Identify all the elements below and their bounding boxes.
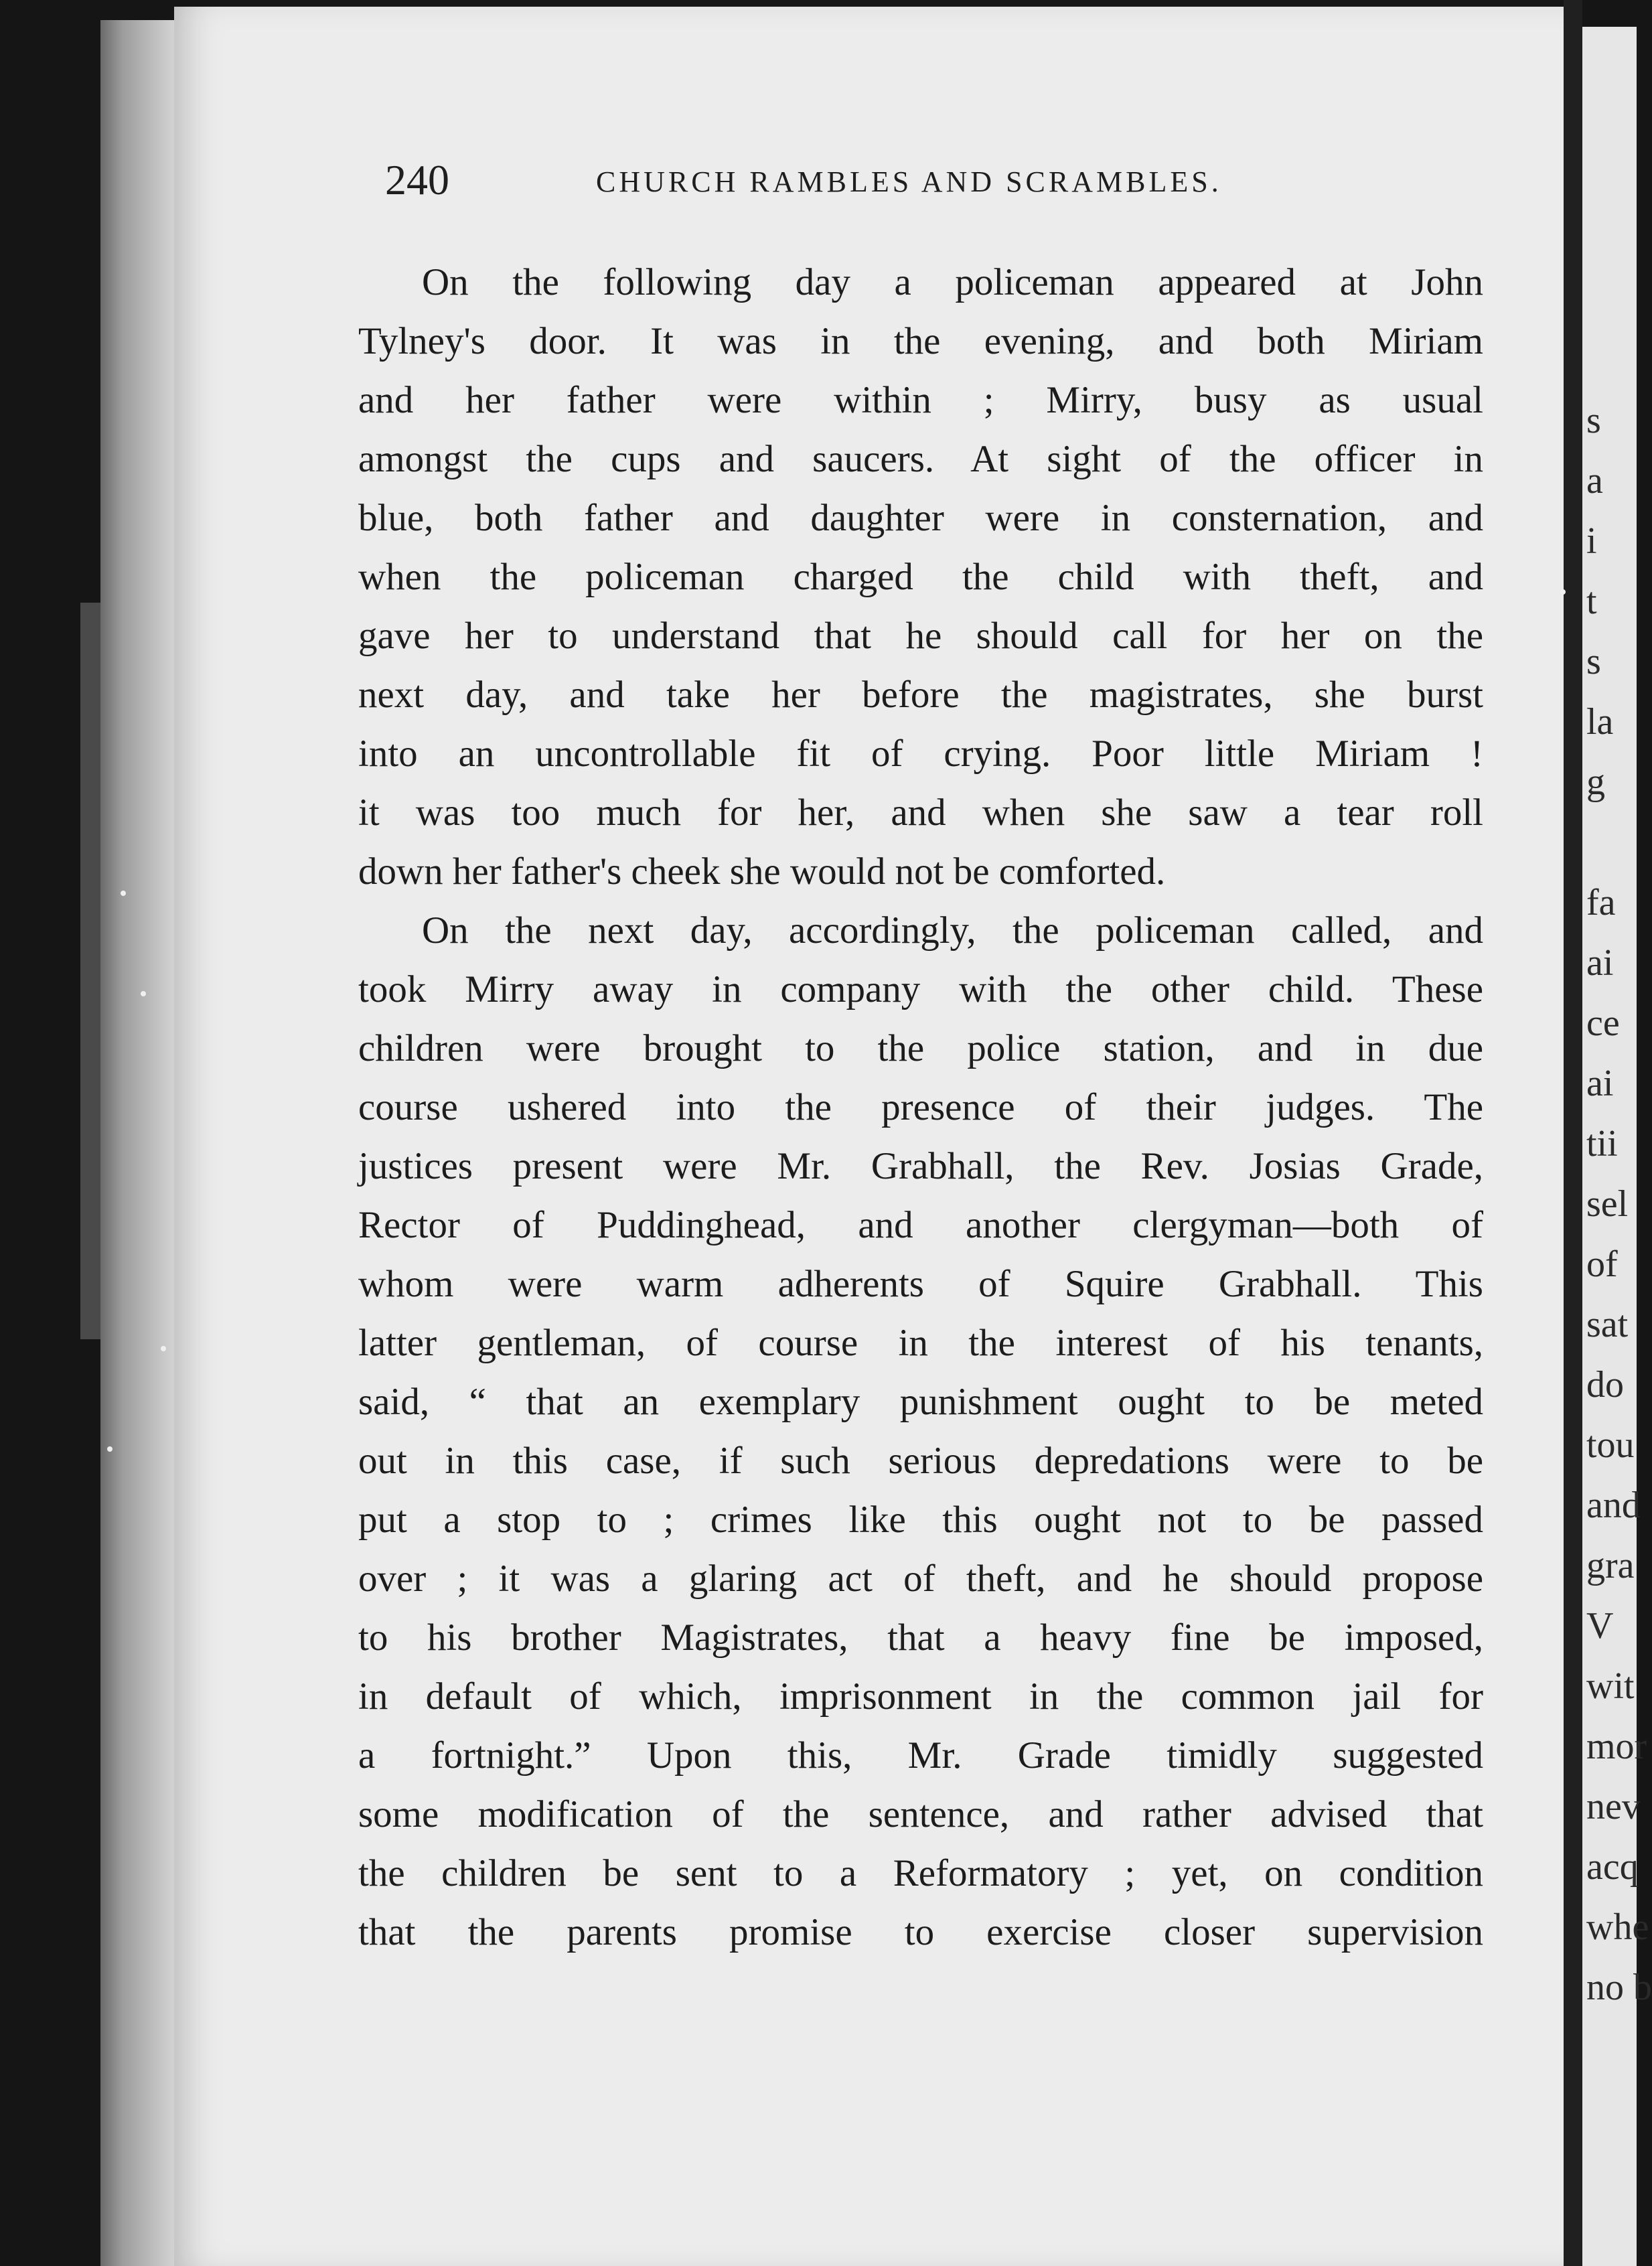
page-number: 240 (385, 156, 449, 204)
facing-page-fragment: s (1586, 400, 1601, 441)
text-line: blue, both father and daughter were in consternation, and (358, 497, 1483, 539)
text-line: when the policeman charged the child with theft, and (358, 556, 1483, 598)
text-line: into an uncontrollable fit of crying. Poor little Miriam ! (358, 733, 1483, 775)
scan-speck (121, 891, 126, 896)
facing-page-fragment: g (1586, 761, 1605, 803)
running-head: CHURCH RAMBLES AND SCRAMBLES. (596, 165, 1222, 198)
facing-page-fragment: ai (1586, 942, 1614, 984)
scan-speck (107, 1446, 112, 1452)
text-line: down her father's cheek she would not be comforted. (358, 850, 1166, 893)
facing-page-fragment: t (1586, 581, 1597, 622)
facing-page-fragment: nev (1586, 1786, 1641, 1827)
facing-page-fragment: ce (1586, 1002, 1620, 1044)
text-line: said, “ that an exemplary punishment ought to be meted (358, 1381, 1483, 1423)
text-line: it was too much for her, and when she saw a tear roll (358, 791, 1483, 834)
facing-page-fragment: sel (1586, 1183, 1629, 1225)
facing-page-fragment: la (1586, 701, 1614, 743)
text-line: that the parents promise to exercise closer supervision (358, 1911, 1483, 1953)
text-line: in default of which, imprisonment in the common jail for (358, 1675, 1483, 1718)
facing-page-fragment: mor (1586, 1726, 1647, 1767)
text-line: justices present were Mr. Grabhall, the Rev. Josias Grade, (358, 1145, 1483, 1187)
text-line: course ushered into the presence of their judges. The (358, 1086, 1483, 1128)
text-line: next day, and take her before the magistrates, she burst (358, 674, 1483, 716)
facing-page-fragment: V (1586, 1605, 1614, 1647)
text-line: out in this case, if such serious depredations were to be (358, 1440, 1483, 1482)
scan-speck (1560, 589, 1566, 595)
text-line: latter gentleman, of course in the interest of his tenants, (358, 1322, 1483, 1364)
text-line: Tylney's door. It was in the evening, and both Miriam (358, 320, 1483, 362)
facing-page-fragment: do (1586, 1364, 1624, 1406)
scan-speck (161, 1346, 166, 1351)
text-line: whom were warm adherents of Squire Grabhall. This (358, 1263, 1483, 1305)
facing-page-fragment: gra (1586, 1545, 1635, 1586)
facing-page-fragment: tou (1586, 1424, 1635, 1466)
facing-page-fragment: of (1586, 1243, 1618, 1285)
facing-page-fragment: i (1586, 520, 1597, 562)
facing-page-fragment: whe (1586, 1906, 1649, 1948)
facing-page-fragment: acq (1586, 1846, 1639, 1888)
scan-speck (141, 991, 146, 996)
facing-page-fragment: wit (1586, 1665, 1635, 1707)
text-line: Rector of Puddinghead, and another clergyman—both of (358, 1204, 1483, 1246)
facing-page-fragment: a (1586, 460, 1603, 502)
text-line: amongst the cups and saucers. At sight of the officer in (358, 438, 1483, 480)
text-line: the children be sent to a Reformatory ; yet, on condition (358, 1852, 1483, 1894)
facing-page-fragment: ai (1586, 1063, 1614, 1104)
text-line: and her father were within ; Mirry, busy as usual (358, 379, 1483, 421)
text-line: gave her to understand that he should call for her on the (358, 615, 1483, 657)
facing-page-fragment: fa (1586, 882, 1616, 923)
page-body-text (358, 253, 1483, 1962)
text-line: over ; it was a glaring act of theft, and he should propose (358, 1558, 1483, 1600)
text-line: put a stop to ; crimes like this ought not to be passed (358, 1499, 1483, 1541)
facing-page-fragment: no b (1586, 1967, 1652, 2008)
text-line: some modification of the sentence, and rather advised that (358, 1793, 1483, 1835)
facing-page-fragment: s (1586, 641, 1601, 682)
book-gutter (1564, 0, 1582, 2266)
facing-page-edge (1582, 27, 1652, 2266)
facing-page-fragment: tii (1586, 1123, 1618, 1164)
facing-page-fragment: sat (1586, 1304, 1629, 1345)
facing-page-fragment: and (1586, 1485, 1641, 1526)
text-line: to his brother Magistrates, that a heavy fine be imposed, (358, 1616, 1483, 1659)
text-line: a fortnight.” Upon this, Mr. Grade timidly suggested (358, 1734, 1483, 1777)
text-line: On the next day, accordingly, the policeman called, and (422, 909, 1483, 952)
text-line: On the following day a policeman appeared at John (422, 261, 1483, 303)
text-line: children were brought to the police station, and in due (358, 1027, 1483, 1069)
page-header (385, 155, 1309, 209)
text-line: took Mirry away in company with the other child. These (358, 968, 1483, 1010)
